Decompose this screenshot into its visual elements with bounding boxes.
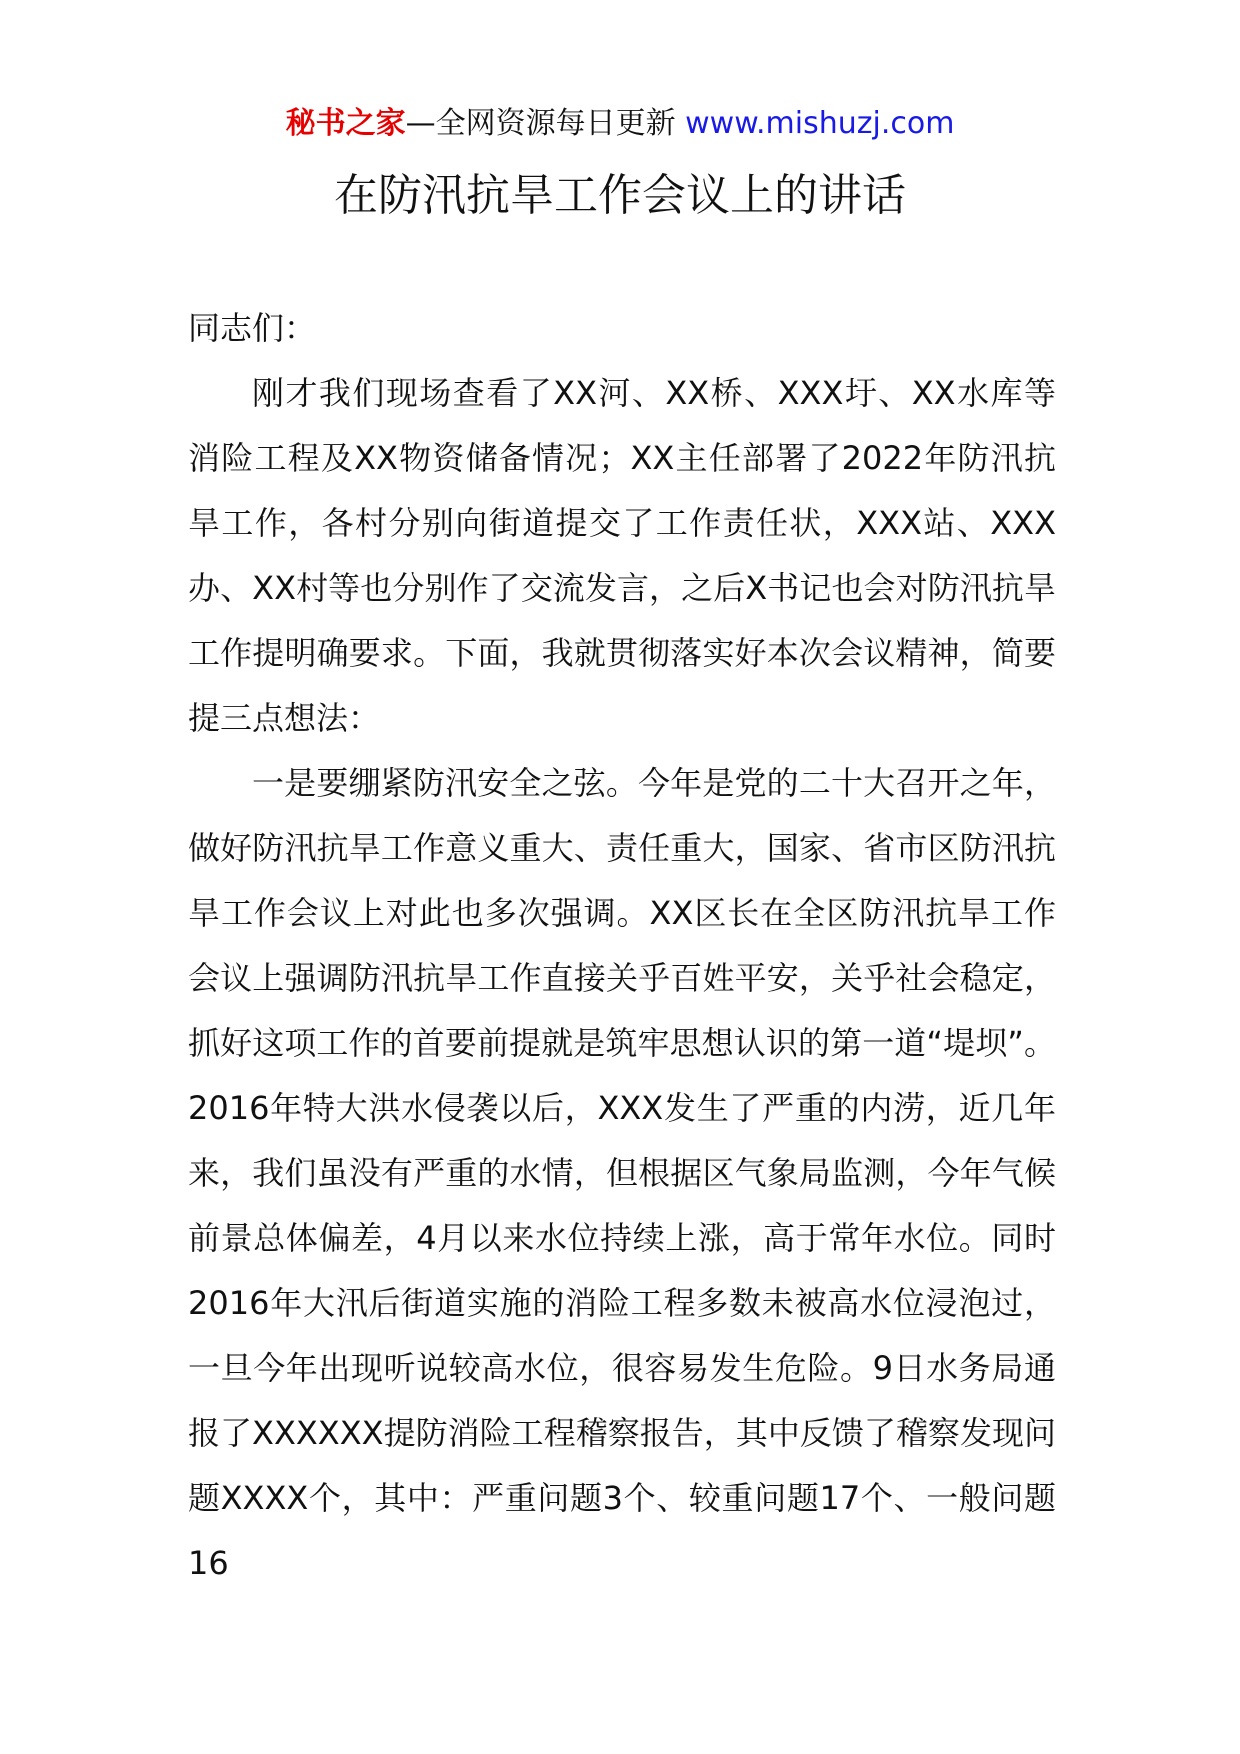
paragraph: 一是要绷紧防汛安全之弦。今年是党的二十大召开之年，做好防汛抗旱工作意义重大、责任重大，国家、省市区防汛抗旱工作会议上对此也多次强调。XX区长在全区防汛抗旱工作会议上强调防汛抗旱工作直接关乎百姓平安，关乎社会稳定，抓好这项工作的首要前提就是筑牢思想认识的第一道“堤坝”。2016年特大洪水侵袭以后，XXX发生了严重的内涝，近几年来，我们虽没有严重的水情，但根据区气象局监测，今年气候前景总体偏差，4月以来水位持续上涨，高于常年水位。同时2016年大汛后街道实施的消险工程多数未被高水位浸泡过，一旦今年出现听说较高水位，很容易发生危险。9日水务局通报了XXXXXX提防消险工程稽察报告，其中反馈了稽察发现问题XXXX个，其中：严重问题3个、较重问题17个、一般问题16 bbox=[188, 764, 1056, 1582]
document-body bbox=[188, 296, 1056, 1596]
salutation: 同志们： bbox=[188, 309, 317, 347]
site-brand: 秘书之家 bbox=[285, 106, 406, 141]
site-header bbox=[0, 104, 1240, 144]
site-tagline: —全网资源每日更新 bbox=[405, 106, 676, 141]
site-url-link[interactable]: www.mishuzj.com bbox=[685, 106, 955, 141]
paragraph: 刚才我们现场查看了XX河、XX桥、XXX圩、XX水库等消险工程及XX物资储备情况；XX主任部署了2022年防汛抗旱工作，各村分别向街道提交了工作责任状，XXX站、XXX办、XX村等也分别作了交流发言，之后X书记也会对防汛抗旱工作提明确要求。下面，我就贯彻落实好本次会议精神，简要提三点想法： bbox=[188, 374, 1056, 737]
document-title: 在防汛抗旱工作会议上的讲话 bbox=[334, 170, 906, 221]
